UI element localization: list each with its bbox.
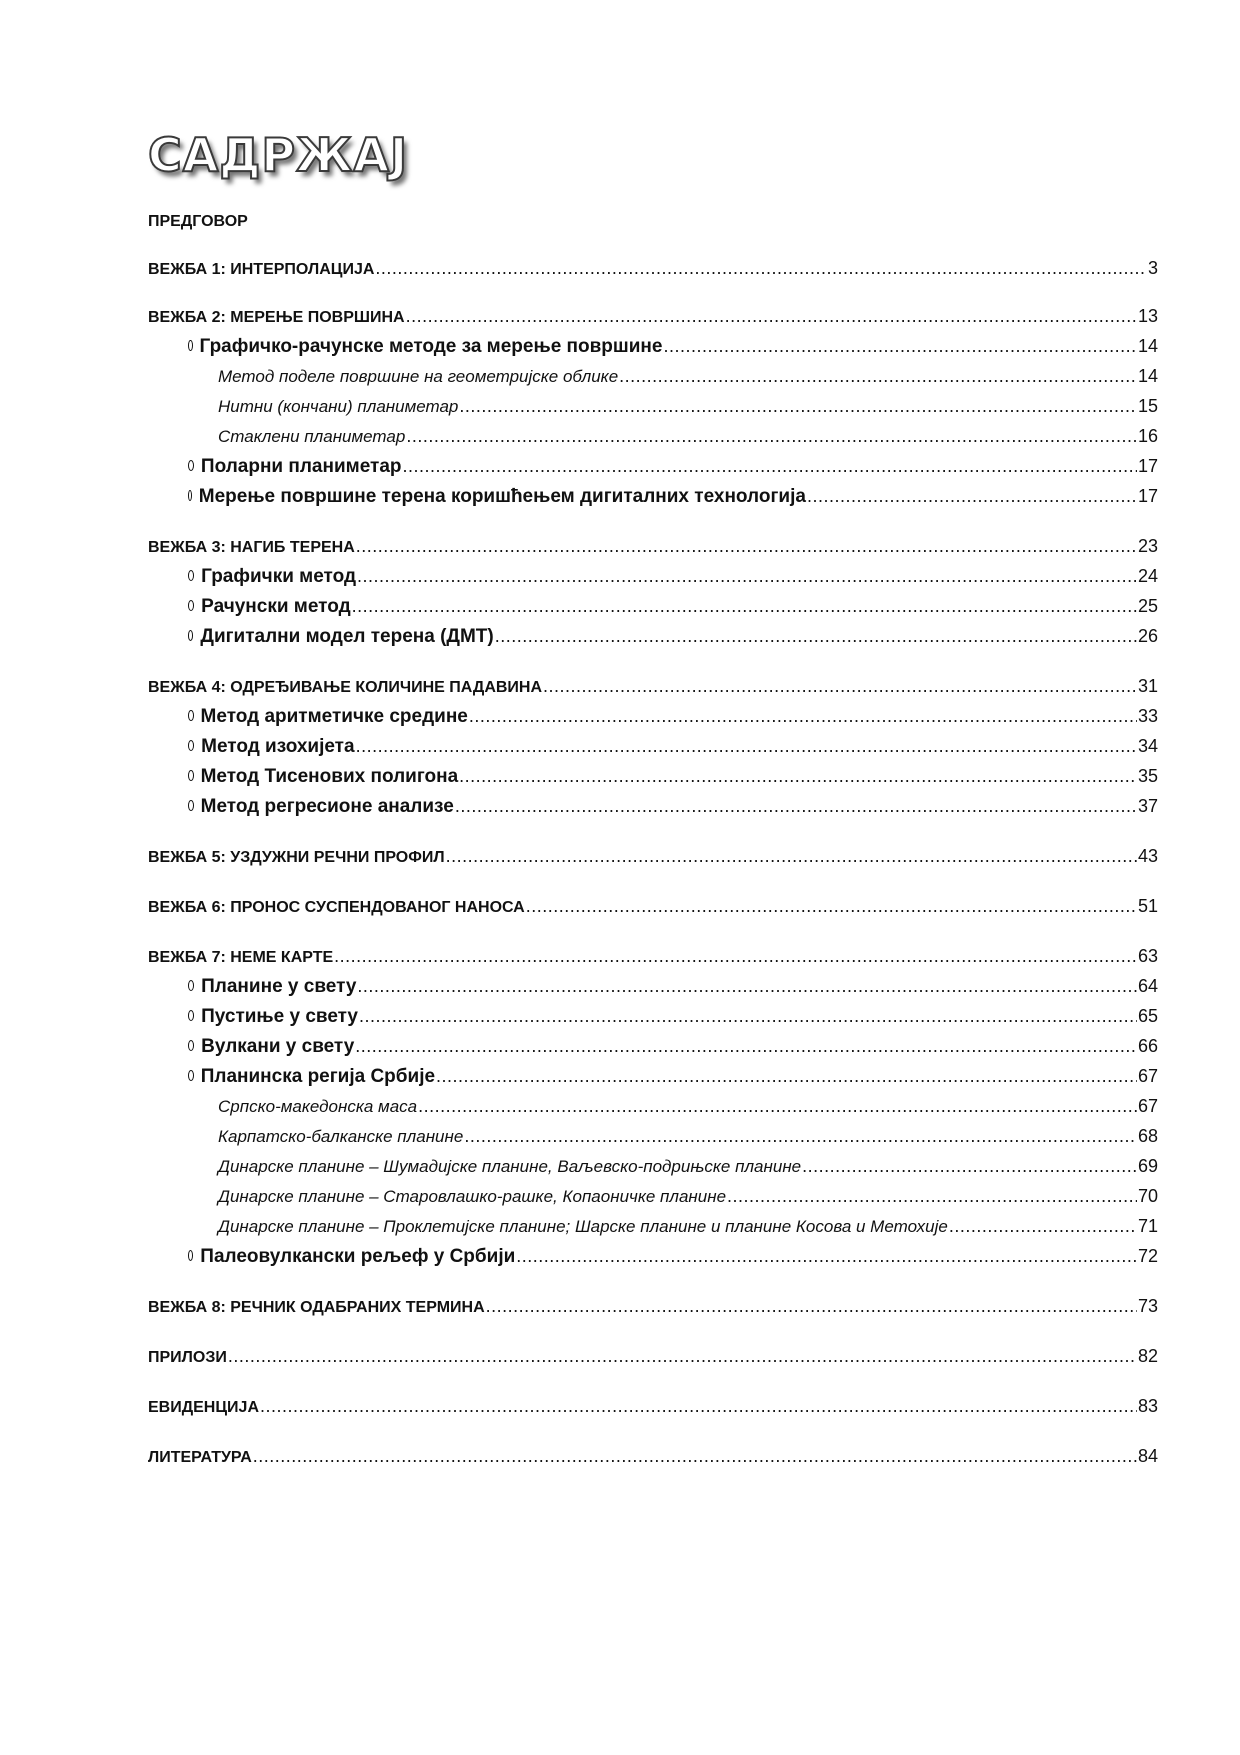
toc-entry[interactable]	[148, 976, 1158, 998]
toc-entry-label: Вулкани у свету	[201, 1036, 355, 1057]
dot-leader	[802, 1156, 1137, 1177]
dot-leader	[253, 1446, 1137, 1467]
toc-entry-label: Пустиње у свету	[201, 1006, 358, 1027]
toc-page-number: 73	[1137, 1296, 1158, 1316]
dot-leader	[260, 1396, 1137, 1417]
toc-entry-label: ВЕЖБА 1: ИНТЕРПОЛАЦИЈА	[148, 261, 375, 278]
toc-entry-label: Рачунски метод	[201, 596, 351, 617]
toc-entry-label: Планинска регија Србије	[200, 1066, 436, 1087]
toc-page-number: 68	[1137, 1126, 1158, 1146]
toc-entry-label: Метод поделе површине на геометријске облике	[218, 367, 619, 386]
toc-entry[interactable]	[148, 456, 1158, 478]
toc-page-number: 83	[1137, 1396, 1158, 1416]
toc-page-number: 51	[1137, 896, 1158, 916]
toc-page-number: 14	[1137, 366, 1158, 386]
toc-entry[interactable]	[148, 946, 1158, 967]
dot-leader	[486, 1296, 1137, 1317]
dot-leader	[403, 456, 1137, 477]
dot-leader	[495, 626, 1137, 647]
dot-leader	[516, 1246, 1137, 1267]
toc-entry[interactable]	[148, 1396, 1158, 1417]
toc-page-number: 70	[1137, 1186, 1158, 1206]
toc-entry[interactable]	[148, 306, 1158, 327]
toc-entry[interactable]	[148, 1126, 1158, 1147]
toc-entry-label: Графички метод	[201, 566, 357, 587]
toc-page-number: 14	[1137, 336, 1158, 356]
dot-leader	[375, 258, 1147, 279]
toc-entry[interactable]	[148, 1066, 1158, 1088]
toc-entry[interactable]	[148, 1186, 1158, 1207]
toc-page-number: 82	[1137, 1346, 1158, 1366]
toc-entry-label: Метод изохијета	[201, 736, 355, 757]
toc-page-number: 69	[1137, 1156, 1158, 1176]
toc-page-number: 67	[1137, 1096, 1158, 1116]
toc-page-number: 26	[1137, 626, 1158, 646]
dot-leader	[543, 676, 1137, 697]
toc-entry-label: ПРИЛОЗИ	[148, 1349, 227, 1366]
dot-leader	[619, 366, 1137, 387]
toc-page-number: 67	[1137, 1066, 1158, 1086]
circle-bullet-icon	[188, 800, 194, 811]
dot-leader	[455, 796, 1137, 817]
toc-page-number: 16	[1137, 426, 1158, 446]
toc-entry-label: ПРЕДГОВОР	[148, 213, 248, 230]
circle-bullet-icon	[188, 630, 193, 641]
circle-bullet-icon	[188, 710, 194, 721]
toc-entry-label: Динарске планине – Проклетијске планине; Шарске планине и планине Косова и Метохије	[218, 1217, 948, 1236]
toc-entry[interactable]	[148, 1036, 1158, 1058]
toc-entry[interactable]	[148, 596, 1158, 618]
circle-bullet-icon	[188, 740, 194, 751]
toc-entry-label: ЛИТЕРАТУРА	[148, 1449, 252, 1466]
dot-leader	[663, 336, 1136, 357]
toc-entry[interactable]	[148, 846, 1158, 867]
circle-bullet-icon	[188, 1040, 194, 1051]
toc-entry[interactable]	[148, 1096, 1158, 1117]
toc-entry-label: Стаклени планиметар	[218, 427, 406, 446]
toc-entry[interactable]	[148, 736, 1158, 758]
toc-entry-label: Мерење површине терена коришћењем дигиталних технологија	[198, 486, 806, 507]
dot-leader	[357, 566, 1137, 587]
toc-entry-label: ВЕЖБА 7: НЕМЕ КАРТЕ	[148, 949, 334, 966]
toc-entry-label: Нитни (кончани) планиметар	[218, 397, 459, 416]
toc-page-number: 64	[1137, 976, 1158, 996]
toc-page-number: 84	[1137, 1446, 1158, 1466]
toc-entry[interactable]	[148, 626, 1158, 648]
toc-entry-label: Дигитални модел терена (ДМТ)	[200, 626, 494, 647]
toc-entry[interactable]	[148, 426, 1158, 447]
dot-leader	[727, 1186, 1137, 1207]
toc-page-number: 65	[1137, 1006, 1158, 1026]
toc-entry-label: Метод аритметичке средине	[200, 706, 468, 727]
toc-entry[interactable]	[148, 1216, 1158, 1237]
toc-page-number: 15	[1137, 396, 1158, 416]
toc-page-number: 31	[1137, 676, 1158, 696]
dot-leader	[356, 736, 1137, 757]
toc-page-number: 43	[1137, 846, 1158, 866]
toc-preface	[148, 213, 1158, 231]
toc-entry-label: Српско-македонска маса	[218, 1097, 418, 1116]
toc-entry[interactable]	[148, 566, 1158, 588]
circle-bullet-icon	[188, 570, 194, 581]
dot-leader	[446, 846, 1137, 867]
toc-entry-label: Метод регресионе анализе	[200, 796, 454, 817]
toc-entry-label: Карпатско-балканске планине	[218, 1127, 464, 1146]
toc-entry-label: ВЕЖБА 3: НАГИБ ТЕРЕНА	[148, 539, 355, 556]
dot-leader	[356, 536, 1137, 557]
toc-page-number: 35	[1137, 766, 1158, 786]
toc-entry[interactable]	[148, 1296, 1158, 1317]
dot-leader	[949, 1216, 1137, 1237]
dot-leader	[459, 396, 1137, 417]
toc-entry[interactable]	[148, 1246, 1158, 1268]
toc-entry[interactable]	[148, 366, 1158, 387]
dot-leader	[807, 486, 1137, 507]
dot-leader	[469, 706, 1137, 727]
circle-bullet-icon	[188, 490, 192, 501]
circle-bullet-icon	[188, 1010, 194, 1021]
toc-entry-label: ВЕЖБА 6: ПРОНОС СУСПЕНДОВАНОГ НАНОСА	[148, 899, 525, 916]
toc-entry-label: Планине у свету	[201, 976, 357, 997]
toc-page-number: 34	[1137, 736, 1158, 756]
toc-entry[interactable]	[148, 676, 1158, 697]
dot-leader	[352, 596, 1137, 617]
circle-bullet-icon	[188, 460, 194, 471]
toc-entry[interactable]	[148, 396, 1158, 417]
toc-page-number: 3	[1147, 258, 1158, 278]
toc-entry[interactable]	[148, 486, 1158, 508]
toc-page-number: 33	[1137, 706, 1158, 726]
dot-leader	[357, 976, 1137, 997]
toc-page-number: 71	[1137, 1216, 1158, 1236]
circle-bullet-icon	[188, 770, 194, 781]
toc-entry-label: ВЕЖБА 4: ОДРЕЂИВАЊЕ КОЛИЧИНЕ ПАДАВИНА	[148, 679, 543, 696]
toc-page-number: 72	[1137, 1246, 1158, 1266]
toc-page-number: 37	[1137, 796, 1158, 816]
dot-leader	[359, 1006, 1137, 1027]
toc-entry-label: Поларни планиметар	[200, 456, 402, 477]
page-title: САДРЖАЈ	[148, 128, 409, 182]
dot-leader	[406, 306, 1137, 327]
toc-entry[interactable]	[148, 896, 1158, 917]
toc-entry[interactable]	[148, 1006, 1158, 1028]
toc-entry-label: Метод Тисенових полигона	[200, 766, 459, 787]
toc-entry-label: Графичко-рачунске методе за мерење површине	[199, 336, 663, 357]
toc-page-number: 25	[1137, 596, 1158, 616]
toc-page-number: 24	[1137, 566, 1158, 586]
dot-leader	[406, 426, 1137, 447]
toc-entry-label: ЕВИДЕНЦИЈА	[148, 1399, 259, 1416]
toc-entry-label: ВЕЖБА 5: УЗДУЖНИ РЕЧНИ ПРОФИЛ	[148, 849, 445, 866]
toc-page-number: 13	[1137, 306, 1158, 326]
dot-leader	[334, 946, 1137, 967]
toc-page-number: 17	[1137, 486, 1158, 506]
dot-leader	[459, 766, 1137, 787]
toc-entry[interactable]	[148, 766, 1158, 788]
circle-bullet-icon	[188, 1070, 194, 1081]
toc-entry[interactable]	[148, 1346, 1158, 1367]
toc-entry-label: ВЕЖБА 2: МЕРЕЊЕ ПОВРШИНА	[148, 309, 405, 326]
dot-leader	[228, 1346, 1137, 1367]
toc-page-number: 66	[1137, 1036, 1158, 1056]
toc-entry-label: ВЕЖБА 8: РЕЧНИК ОДАБРАНИХ ТЕРМИНА	[148, 1299, 485, 1316]
toc-entry[interactable]	[148, 1156, 1158, 1177]
toc-entry-label: Динарске планине – Шумадијске планине, Ваљевско-подрињске планине	[218, 1157, 802, 1176]
dot-leader	[436, 1066, 1137, 1087]
circle-bullet-icon	[188, 980, 194, 991]
toc-entry-label: Палеовулкански рељеф у Србији	[200, 1246, 516, 1267]
toc-entry[interactable]	[148, 796, 1158, 818]
circle-bullet-icon	[188, 340, 193, 351]
dot-leader	[464, 1126, 1137, 1147]
toc-entry[interactable]	[148, 536, 1158, 557]
toc-page-number: 63	[1137, 946, 1158, 966]
dot-leader	[355, 1036, 1137, 1057]
circle-bullet-icon	[188, 600, 194, 611]
toc-entry[interactable]	[148, 706, 1158, 728]
dot-leader	[526, 896, 1137, 917]
dot-leader	[418, 1096, 1137, 1117]
toc-entry-label: Динарске планине – Старовлашко-рашке, Копаоничке планине	[218, 1187, 727, 1206]
toc-page-number: 23	[1137, 536, 1158, 556]
toc-page-number: 17	[1137, 456, 1158, 476]
circle-bullet-icon	[188, 1250, 193, 1261]
toc-entry[interactable]	[148, 336, 1158, 358]
toc-entry[interactable]	[148, 1446, 1158, 1467]
toc-entry[interactable]	[148, 258, 1158, 279]
